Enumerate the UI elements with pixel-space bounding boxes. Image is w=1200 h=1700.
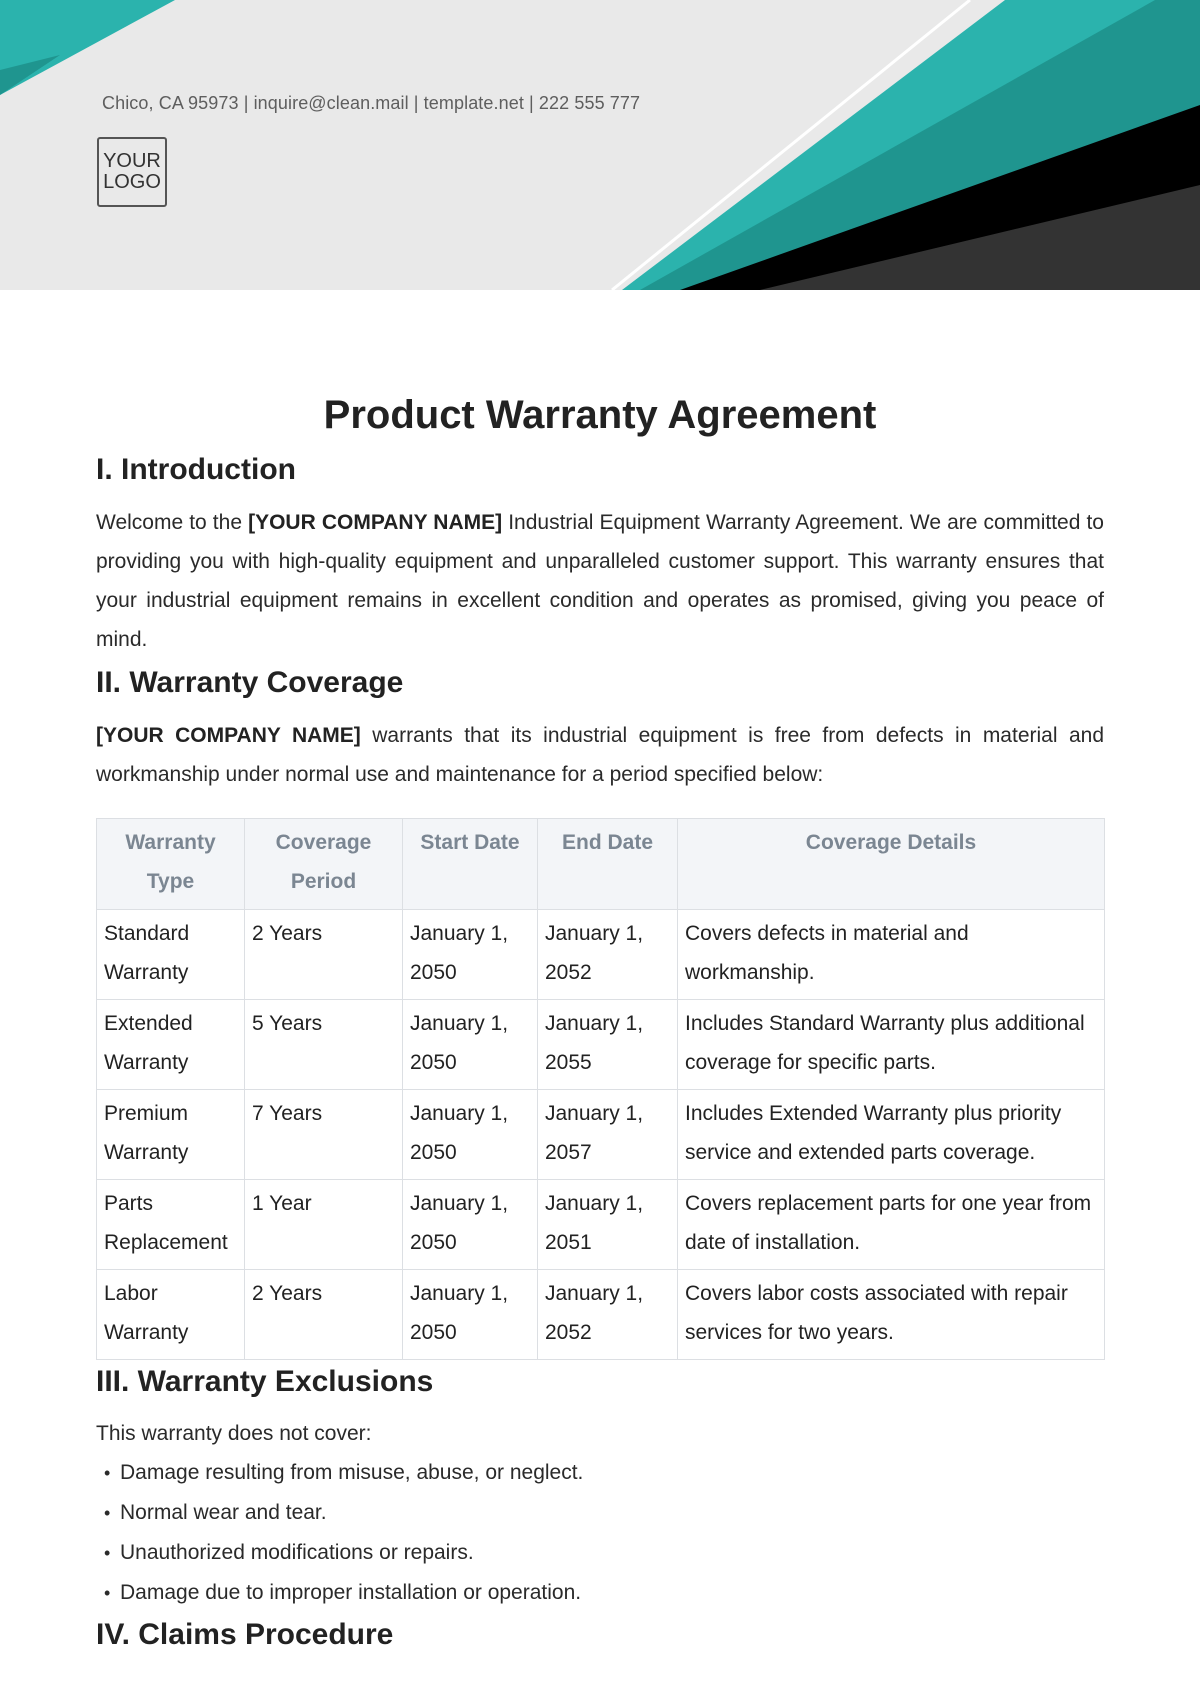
- introduction-paragraph: [96, 503, 1104, 659]
- cell-coverage-period: 1 Year: [245, 1180, 403, 1270]
- cell-end-date: January 1, 2052: [538, 910, 678, 1000]
- header-start-date: Start Date: [403, 819, 538, 910]
- cell-warranty-type: Standard Warranty: [97, 910, 245, 1000]
- document-body: [96, 386, 1104, 1655]
- cell-end-date: January 1, 2052: [538, 1270, 678, 1360]
- header-coverage-period: Coverage Period: [245, 819, 403, 910]
- intro-text-before: Welcome to the: [96, 511, 249, 534]
- table-row: [97, 910, 1105, 1000]
- table-row: [97, 1090, 1105, 1180]
- cell-coverage-period: 2 Years: [245, 1270, 403, 1360]
- cell-start-date: January 1, 2050: [403, 1180, 538, 1270]
- exclusions-intro: This warranty does not cover:: [96, 1422, 372, 1445]
- exclusion-text: Damage due to improper installation or operation.: [120, 1581, 582, 1604]
- bullet-icon: •: [104, 1503, 111, 1523]
- exclusions-list: [96, 1453, 1104, 1613]
- list-item: [96, 1453, 1104, 1493]
- exclusion-text: Damage resulting from misuse, abuse, or neglect.: [120, 1461, 584, 1484]
- cell-coverage-period: 7 Years: [245, 1090, 403, 1180]
- cell-warranty-type: Extended Warranty: [97, 1000, 245, 1090]
- logo-line-2: LOGO: [103, 171, 161, 193]
- cell-end-date: January 1, 2057: [538, 1090, 678, 1180]
- cell-coverage-details: Includes Extended Warranty plus priority service and extended parts coverage.: [678, 1090, 1105, 1180]
- top-left-teal-stripe: [0, 0, 175, 95]
- cell-coverage-details: Includes Standard Warranty plus additional coverage for specific parts.: [678, 1000, 1105, 1090]
- bullet-icon: •: [104, 1583, 111, 1603]
- header-coverage-details: Coverage Details: [678, 819, 1105, 910]
- table-row: [97, 1180, 1105, 1270]
- intro-text-after: Industrial Equipment Warranty Agreement. We are committed to providing you with high-quality equipment and unparalleled customer support. This warranty ensures that your industrial equipment remains in excellent condition and operates as promised, giving you peace of mind.: [96, 511, 1104, 651]
- cell-warranty-type: Parts Replacement: [97, 1180, 245, 1270]
- cell-start-date: January 1, 2050: [403, 1090, 538, 1180]
- bullet-icon: •: [104, 1463, 111, 1483]
- list-item: [96, 1573, 1104, 1613]
- cell-warranty-type: Premium Warranty: [97, 1090, 245, 1180]
- cell-coverage-details: Covers labor costs associated with repair services for two years.: [678, 1270, 1105, 1360]
- cell-coverage-details: Covers replacement parts for one year from date of installation.: [678, 1180, 1105, 1270]
- intro-company-name: [YOUR COMPANY NAME]: [248, 511, 503, 534]
- exclusion-text: Normal wear and tear.: [120, 1501, 327, 1524]
- exclusion-text: Unauthorized modifications or repairs.: [120, 1541, 474, 1564]
- document-title: Product Warranty Agreement: [323, 393, 877, 437]
- bullet-icon: •: [104, 1543, 111, 1563]
- header-end-date: End Date: [538, 819, 678, 910]
- header-warranty-type: Warranty Type: [97, 819, 245, 910]
- section-heading-introduction: I. Introduction: [96, 453, 296, 486]
- warranty-table: [96, 818, 1105, 1360]
- contact-info: Chico, CA 95973 | inquire@clean.mail | template.net | 222 555 777: [102, 93, 641, 113]
- table-row: [97, 1000, 1105, 1090]
- cell-coverage-details: Covers defects in material and workmanship.: [678, 910, 1105, 1000]
- coverage-paragraph: [96, 716, 1104, 794]
- cell-warranty-type: Labor Warranty: [97, 1270, 245, 1360]
- cell-start-date: January 1, 2050: [403, 1270, 538, 1360]
- cell-end-date: January 1, 2051: [538, 1180, 678, 1270]
- coverage-company-name: [YOUR COMPANY NAME]: [96, 724, 361, 747]
- letterhead: [0, 0, 1200, 290]
- section-heading-coverage: II. Warranty Coverage: [96, 666, 404, 699]
- cell-start-date: January 1, 2050: [403, 910, 538, 1000]
- list-item: [96, 1533, 1104, 1573]
- cell-coverage-period: 5 Years: [245, 1000, 403, 1090]
- cell-coverage-period: 2 Years: [245, 910, 403, 1000]
- cell-end-date: January 1, 2055: [538, 1000, 678, 1090]
- coverage-text: warrants that its industrial equipment is free from defects in material and workmanship under normal use and maintenance for a period specified below:: [96, 724, 1104, 786]
- cell-start-date: January 1, 2050: [403, 1000, 538, 1090]
- section-heading-exclusions: III. Warranty Exclusions: [96, 1365, 434, 1398]
- table-row: [97, 1270, 1105, 1360]
- logo-line-1: YOUR: [103, 150, 161, 172]
- section-heading-claims: IV. Claims Procedure: [96, 1618, 394, 1651]
- header-decoration: [0, 0, 1200, 290]
- list-item: [96, 1493, 1104, 1533]
- table-header-row: [97, 819, 1105, 910]
- company-logo: [97, 137, 167, 207]
